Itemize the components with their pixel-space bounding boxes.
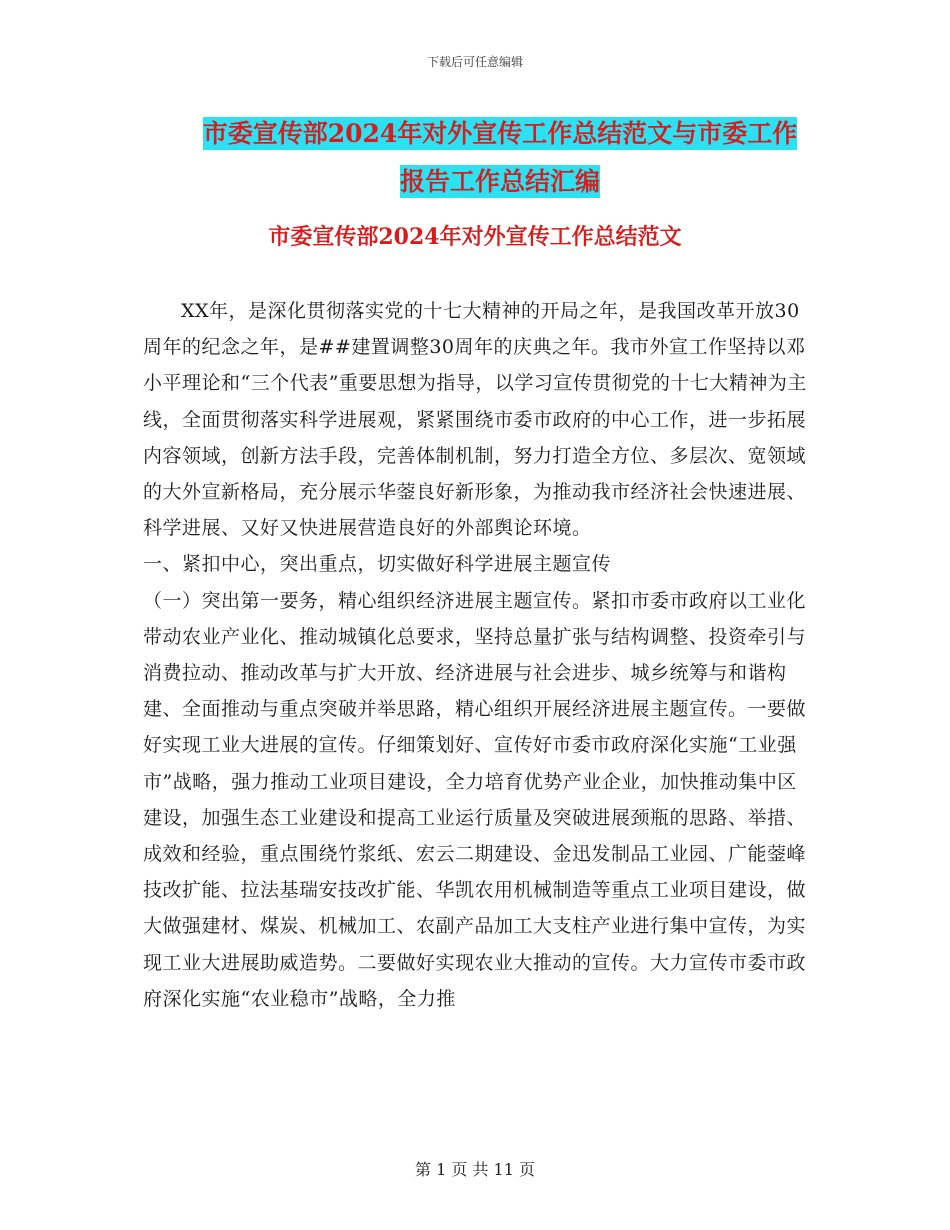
main-title-line-2: 报告工作总结汇编 [399,167,600,196]
document-main-title [140,110,860,206]
paragraph-1-1: （一）突出第一要务，精心组织经济进展主题宣传。紧扣市委市政府以工业化带动农业产业化、推动城镇化总要求，坚持总量扩张与结构调整、投资牵引与消费拉动、推动改革与扩大开放、经济进展与社会进步、城乡统筹与和谐构建、全面推动与重点突破并举思路，精心组织开展经济进展主题宣传。一要做好实现工业大进展的宣传。仔细策划好、宣传好市委市政府深化实施“工业强市”战略，强力推动工业项目建设，全力培育优势产业企业，加快推动集中区建设，加强生态工业建设和提高工业运行质量及突破进展颈瓶的思路、举措、成效和经验，重点围绕竹浆纸、宏云二期建设、金迅发制品工业园、广能蓥峰技改扩能、拉法基瑞安技改扩能、华凯农用机械制造等重点工业项目建设，做大做强建材、煤炭、机械加工、农副产品加工大支柱产业进行集中宣传，为实现工业大进展助威造势。二要做好实现农业大推动的宣传。大力宣传市委市政府深化实施“农业稳市”战略，全力推 [143,589,807,1010]
page-footer: 第 1 页 共 11 页 [415,1160,535,1179]
document-body [143,293,813,1017]
header-note: 下载后可任意编辑 [426,55,523,69]
section-heading-1: 一、紧扣中心，突出重点，切实做好科学进展主题宣传 [143,553,612,576]
section-title: 市委宣传部2024年对外宣传工作总结范文 [268,224,682,250]
main-title-line-1: 市委宣传部2024年对外宣传工作总结范文与市委工作 [202,119,798,148]
paragraph-intro: XX年，是深化贯彻落实党的十七大精神的开局之年，是我国改革开放30周年的纪念之年，是##建置调整30周年的庆典之年。我市外宣工作坚持以邓小平理论和“三个代表”重要思想为指导，以学习宣传贯彻党的十七大精神为主线，全面贯彻落实科学进展观，紧紧围绕市委市政府的中心工作，进一步拓展内容领域，创新方法手段，完善体制机制，努力打造全方位、多层次、宽领域的大外宣新格局，充分展示华蓥良好新形象，为推动我市经济社会快速进展、科学进展、又好又快进展营造良好的外部舆论环境。 [143,300,807,540]
